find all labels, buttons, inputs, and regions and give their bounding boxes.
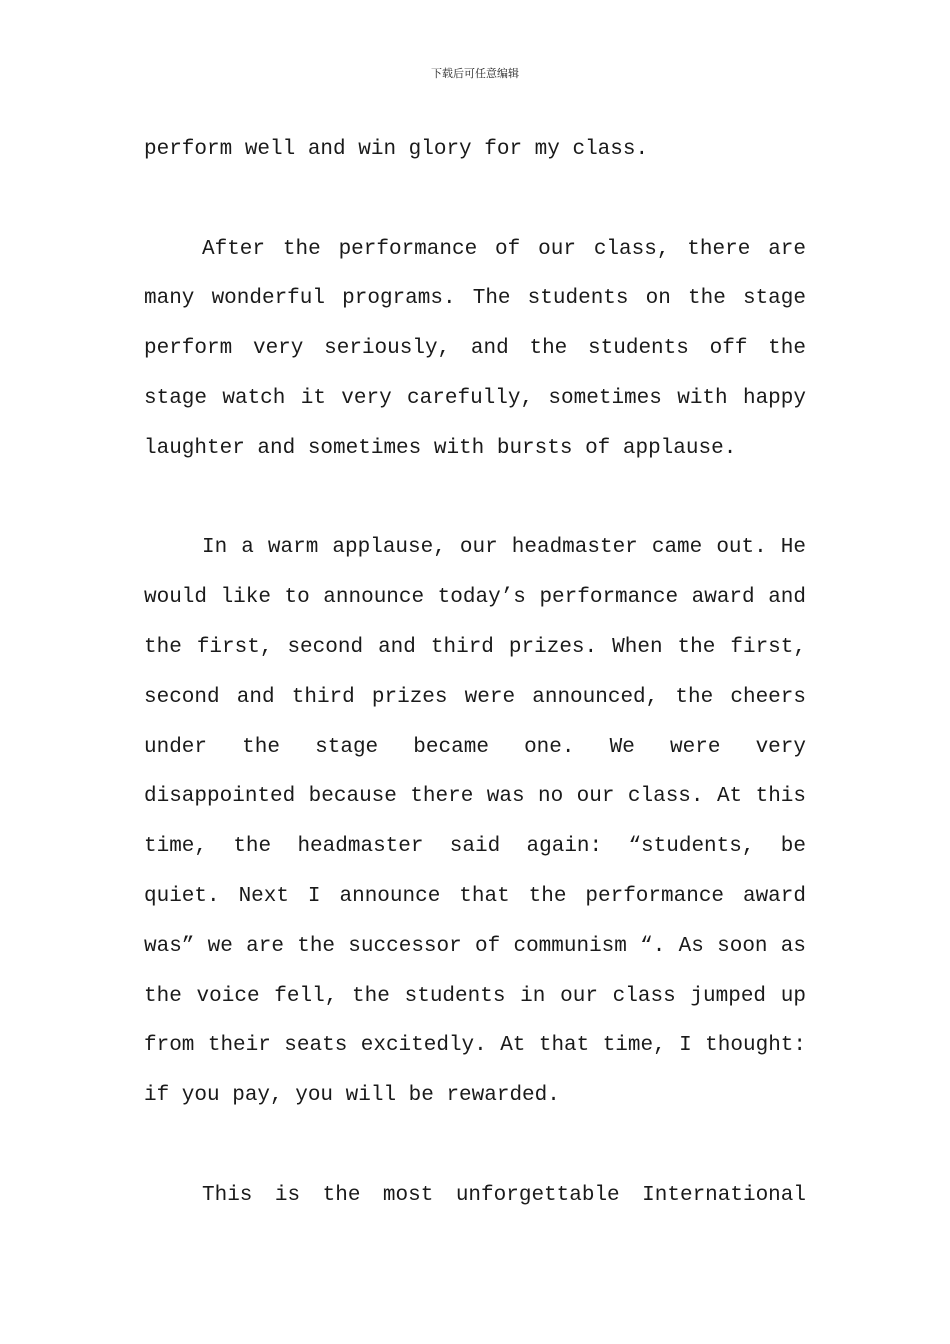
paragraph-spacer <box>144 474 806 524</box>
paragraph-spacer <box>144 1121 806 1171</box>
page-header: 下载后可任意编辑 <box>431 67 519 80</box>
paragraph-conclusion: This is the most unforgettable International <box>202 1183 806 1207</box>
paragraph-performance: After the performance of our class, there are many wonderful programs. The students on the stage perform very seriously, and the students off the stage watch it very carefully, sometimes with happy laughter and sometimes with bursts of applause. <box>144 237 806 460</box>
paragraph-award: In a warm applause, our headmaster came out. He would like to announce today’s performance award and the first, second and third prizes. When the first, second and third prizes were announced, the cheers under the stage became one. We were very disappointed because there was no our class. At this time, the headmaster said again: “students, be quiet. Next I announce that the performance award was” we are the successor of communism “. As soon as the voice fell, the students in our class jumped up from their seats excitedly. At that time, I thought: if you pay, you will be rewarded. <box>144 536 806 1108</box>
document-body <box>144 125 806 1221</box>
paragraph-continuation: perform well and win glory for my class. <box>144 138 649 161</box>
paragraph-spacer <box>144 175 806 225</box>
